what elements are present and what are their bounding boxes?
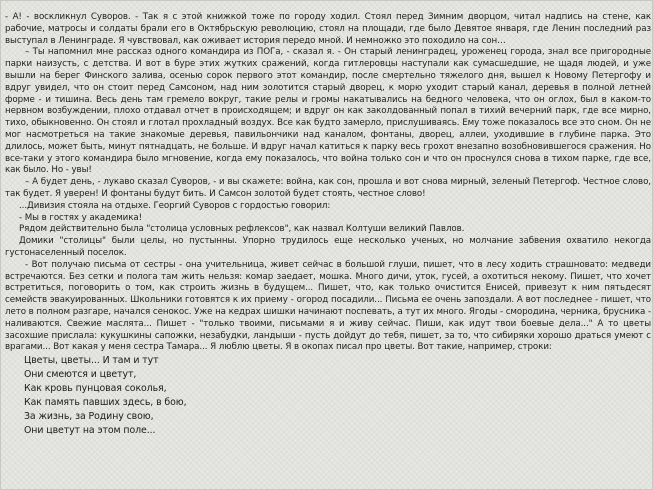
paragraph-peterhof-promise: – А будет день, - лукаво сказал Суворов, - и вы скажете: война, как сон, прошла и вот снова мирный, зеленый Петергоф. Честное слово, так будет. Я уверен! И фонтаны будут бить. И Самсон золотой будет стоять, честное слово! bbox=[5, 177, 651, 199]
paragraph-empty-houses: Домики "столицы" были целы, но пустынны. Упорно трудилось еще несколько ученых, но молчание забвения охватило некогда густонаселенный поселок. bbox=[5, 236, 651, 258]
paragraph-suvorov-exclaim: - А! - воскликнул Суворов. - Так я с этой книжкой тоже по городу ходил. Стоял перед Зимним дворцом, читал надпись на стене, как рабочие, матросы и солдаты брали его в Октябрьскую революцию, стоял на площади, где было Девятое января, где Ленин последний раз выступал в Ленинграде. Я чувствовал, как оживает история передо мной. И немножко это походило на сон… bbox=[5, 12, 651, 46]
poem-line: Они цветут на этом поле... bbox=[24, 424, 156, 436]
document-body bbox=[5, 12, 651, 438]
poem-line: Цветы, цветы... И там и тут bbox=[24, 355, 159, 367]
paragraph-academic-guest: - Мы в гостях у академика! bbox=[19, 212, 143, 223]
poem-line: Как память павших здесь, в бою, bbox=[24, 396, 187, 408]
paragraph-commander-story: – Ты напомнил мне рассказ одного командира из ПОГа, - сказал я. - Он старый ленинградец, уроженец города, знал все пригородные парки наизусть, с детства. И вот в буре этих жутких сражений, когда гитлеровцы наступали как сумасшедшие, не щадя людей, и уже вышли на берег Финского залива, осенью сорок первого этот командир, после смертельно тяжелого дня, вышел к Новому Петергофу и вдруг увидел, что он стоит перед Самсоном, над ним золотится старый дворец, к морю уходит старый канал, деревья в полной летней форме - и тишина. Весь день там гремело вокруг, такие релы и громы накатывались на бедного человека, что он оглох, был в каком-то нервном возбуждении, плохо отдавал отчет в происходящем; и вдруг он как заколдованный попал в тихий вечерний парк, где все мирно, тихо, обыкновенно. Он стоял и глотал прохладный воздух. Все как будто замерло, прислушиваясь. Ему тоже показалось все это сном. Он не мог насмотреться на такие знакомые деревья, павильончики над каналом, фонтаны, дворец, аллеи, уходившие в глубине парка. Это длилось, может быть, минут пятнадцать, не больше. И вдруг начал катиться к парку весь грохот внезапно возобновившегося сражения. Но все-таки у этого командира было мгновение, когда ему показалось, что война только сон и что он проснулся снова в тихом парке, где все, как было. Но - увы! bbox=[5, 47, 651, 176]
poem-block bbox=[24, 354, 651, 437]
paragraph-reflex-capital: Рядом действительно была "столица условных рефлексов", как назвал Колтуши великий Павлов. bbox=[19, 224, 465, 235]
poem-line: Как кровь пунцовая соколья, bbox=[24, 382, 167, 394]
poem-line: Они смеются и цветут, bbox=[24, 369, 137, 381]
paragraph-division-rest: ...Дивизия стояла на отдыхе. Георгий Суворов с гордостью говорил: bbox=[19, 200, 331, 211]
poem-line: За жизнь, за Родину свою, bbox=[24, 410, 154, 422]
paragraph-sister-letters: - Вот получаю письма от сестры - она учительница, живет сейчас в большой глуши, пишет, что в лесу ходить страшновато: медведи встречаются. Без сетки и пологa там жить нельзя: комар заедает, мошка. Много дичи, уток, гусей, а охотиться некому. Пишет, что хочет встретиться, поговорить о том, как строить жизнь в будущем... Пишет, что, как только очистится Енисей, привезут к ним пятьдесят семейств эвакуированных. Школьники готовятся к их приему - огород посадили... Письма ее очень запоздали. А вот последнее - пишет, что лето в полном разгаре, начался сенокос. Уже на кедрах шишки начинают поспевать, а тут их много. Ягоды - смородина, черника, брусника - наливаются. Свежие маслята... Пишет - "только твоими, письмами я и живу сейчас. Пиши, как идут твои боевые дела..." А то цветы засохшие прислала: кукушкины сапожки, незабудки, ландыши - пусть дойдут до тебя, пишет, за то, что сибиряки хорошо драться умеют с врагами... Вот какая у меня сестра Тамара... Я люблю цветы. Я в окопах писал про цветы. Вот такие, например, строки: bbox=[5, 259, 651, 353]
